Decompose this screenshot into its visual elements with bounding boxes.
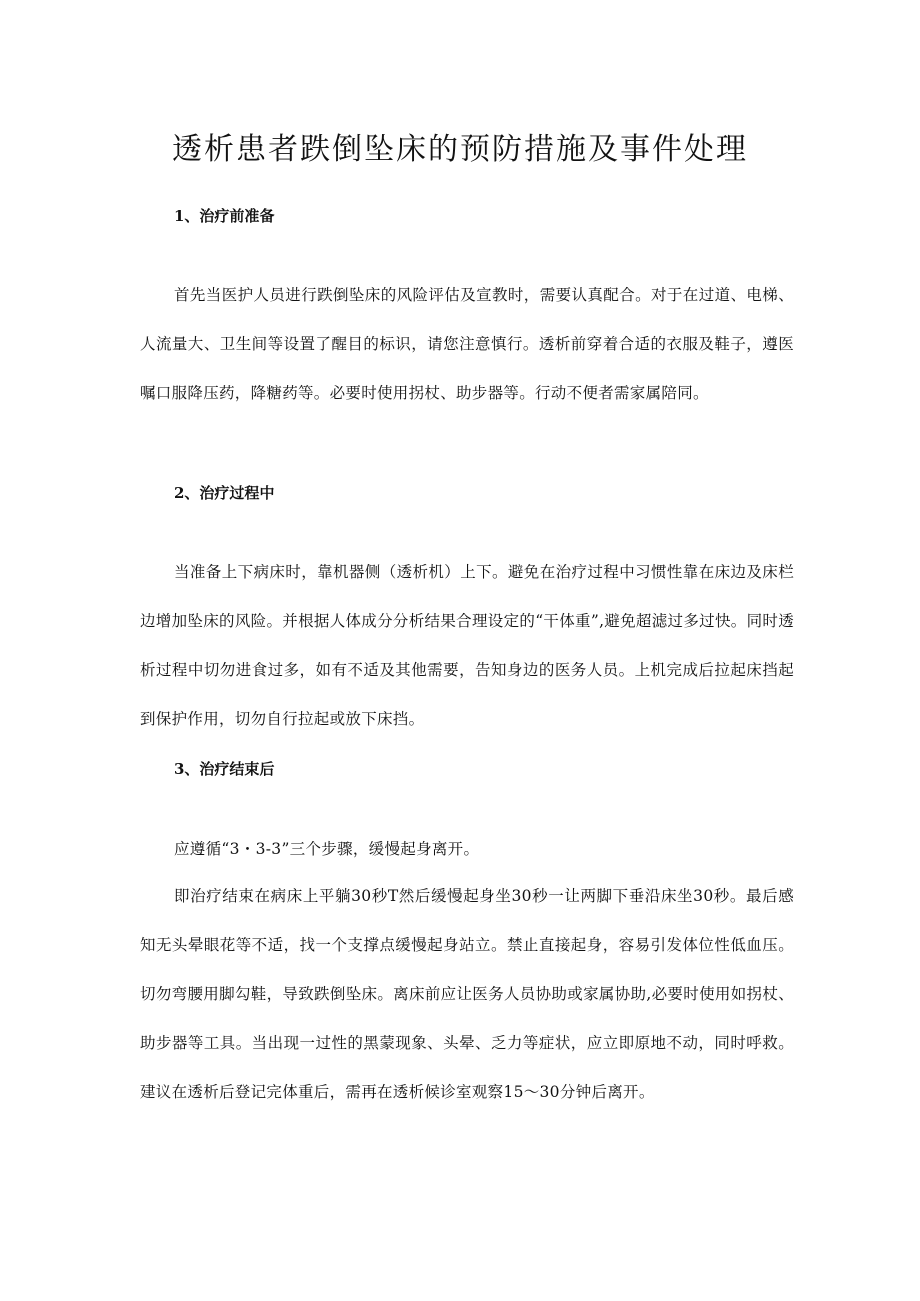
document-title: 透析患者跌倒坠床的预防措施及事件处理 — [172, 132, 748, 167]
section-heading-during-treatment: 2、治疗过程中 — [174, 484, 275, 502]
section-heading-post-treatment: 3、治疗结束后 — [174, 760, 275, 778]
section-paragraph-post-treatment-detail: 即治疗结束在病床上平躺30秒T然后缓慢起身坐30秒一让两脚下垂沿床坐30秒。最后感知无头晕眼花等不适，找一个支撑点缓慢起身站立。禁止直接起身，容易引发体位性低血压。切勿弯腰用脚勾鞋，导致跌倒坠床。离床前应让医务人员协助或家属协助,必要时使用如拐杖、助步器等工具。当出现一过性的黑蒙现象、头晕、乏力等症状，应立即原地不动，同时呼救。建议在透析后登记完体重后，需再在透析候诊室观察15～30分钟后离开。 — [140, 887, 794, 1101]
section-paragraph-pre-treatment: 首先当医护人员进行跌倒坠床的风险评估及宣教时，需要认真配合。对于在过道、电梯、人流量大、卫生间等设置了醒目的标识，请您注意慎行。透析前穿着合适的衣服及鞋子，遵医嘱口服降压药，降糖药等。必要时使用拐杖、助步器等。行动不便者需家属陪同。 — [140, 286, 794, 402]
section-paragraph-post-treatment-steps: 应遵循“3・3-3”三个步骤，缓慢起身离开。 — [174, 840, 480, 858]
section-heading-pre-treatment: 1、治疗前准备 — [174, 207, 275, 225]
section-paragraph-during-treatment: 当准备上下病床时，靠机器侧（透析机）上下。避免在治疗过程中习惯性靠在床边及床栏边增加坠床的风险。并根据人体成分分析结果合理设定的“干体重”,避免超滤过多过快。同时透析过程中切勿进食过多，如有不适及其他需要，告知身边的医务人员。上机完成后拉起床挡起到保护作用，切勿自行拉起或放下床挡。 — [140, 563, 794, 728]
